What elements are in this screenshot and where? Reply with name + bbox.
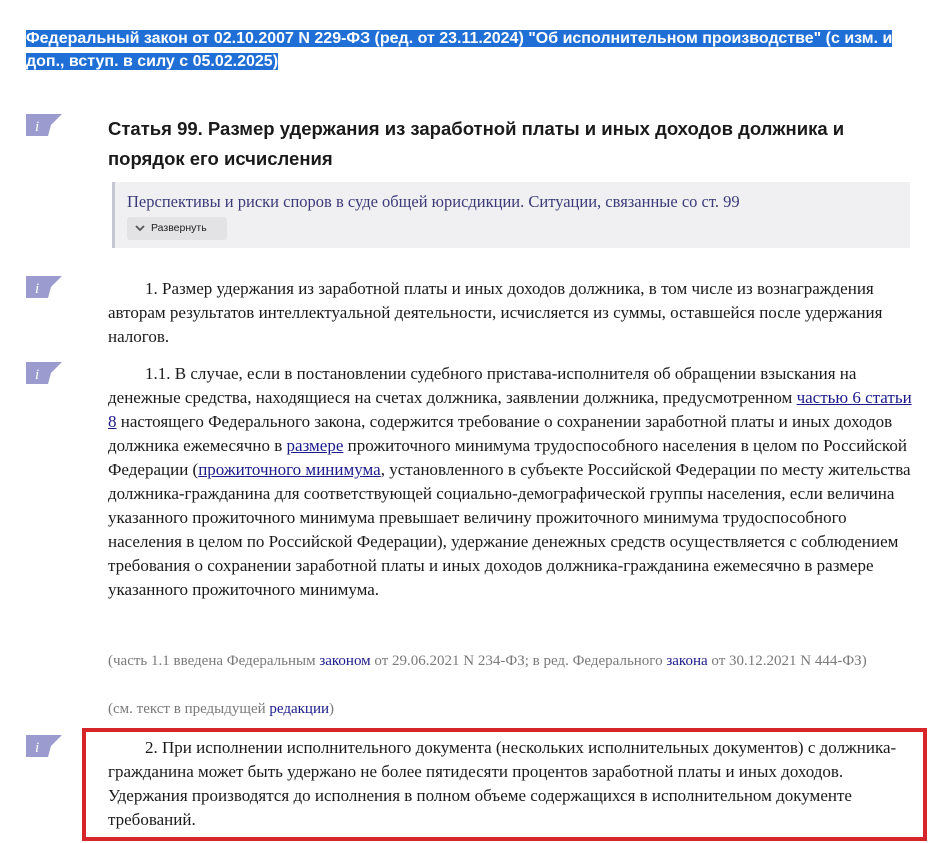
- svg-text:i: i: [35, 367, 40, 383]
- info-icon[interactable]: [26, 362, 62, 384]
- svg-text:i: i: [35, 281, 40, 297]
- info-icon[interactable]: [26, 735, 62, 757]
- link-previous-edition[interactable]: редакции: [269, 701, 330, 717]
- amendment-note-text: от 30.12.2021 N 444-ФЗ): [707, 653, 867, 669]
- info-icon[interactable]: [26, 114, 62, 136]
- link-subsistence-minimum[interactable]: прожиточного минимума: [198, 460, 381, 479]
- paragraph-1: 1. Размер удержания из заработной платы и иных доходов должника, в том числе из вознаграждения авторам результатов интеллектуальной деятельности, исчисляется из суммы, оставшейся после удержания налогов.: [108, 279, 883, 346]
- link-size[interactable]: размере: [286, 436, 344, 455]
- previous-edition-note: [108, 698, 898, 721]
- amendment-note-text: (часть 1.1 введена Федеральным: [108, 653, 320, 669]
- info-icon[interactable]: [26, 276, 62, 298]
- article-heading: Статья 99. Размер удержания из заработной платы и иных доходов должника и порядок его исчисления: [108, 118, 845, 169]
- paragraph-1-1-text: настоящего Федерального закона, содержится требование о сохранении заработной платы и иных доходов должника ежемесячно в: [108, 412, 893, 455]
- paragraph-2: 2. При исполнении исполнительного документа (нескольких исполнительных документов) с должника-гражданина может быть удержано не более пятидесяти процентов заработной платы и иных доходов. Удержания производятся до исполнения в полном объеме содержащихся в исполнительном документе требований.: [108, 738, 897, 829]
- expand-button[interactable]: [127, 217, 227, 240]
- previous-edition-text: (см. текст в предыдущей: [108, 701, 270, 717]
- svg-text:i: i: [35, 740, 40, 756]
- link-law[interactable]: законом: [319, 653, 371, 669]
- paragraph-1-1-text: 1.1. В случае, если в постановлении судебного пристава-исполнителя об обращении взыскания на денежные средства, находящиеся на счетах должника, заявлении должника, предусмотренном: [108, 364, 857, 407]
- document-title: [26, 27, 906, 73]
- previous-edition-text: ): [329, 701, 335, 717]
- svg-text:i: i: [35, 119, 40, 135]
- link-part-6-article-8[interactable]: частью 6 статьи 8: [108, 388, 912, 431]
- paragraph-1-1-text: прожиточного минимума трудоспособного населения в целом по Российской Федерации (: [108, 436, 907, 479]
- highlight-frame: [82, 728, 927, 841]
- amendment-note-text: от 29.06.2021 N 234-ФЗ; в ред. Федерального: [370, 653, 667, 669]
- chevron-down-icon: [135, 225, 145, 232]
- expand-button-label: Развернуть: [151, 222, 207, 234]
- amendment-note: [108, 650, 898, 673]
- related-materials-block: [112, 182, 910, 248]
- paragraph-1-1: [108, 362, 916, 602]
- paragraph-1-1-text: , установленного в субъекте Российской Федерации по месту жительства должника-гражданина для соответствующей социально-демографической группы населения, если величина указанного прожиточного минимума превышает величину прожиточного минимума трудоспособного населения в целом по Российской Федерации), удержание денежных средств осуществляется с соблюдением требования о сохранении заработной платы и иных доходов должника-гражданина ежемесячно в размере указанного прожиточного минимума.: [108, 460, 911, 599]
- link-law-2[interactable]: закона: [666, 653, 708, 669]
- related-materials-text[interactable]: Перспективы и риски споров в суде общей юрисдикции. Ситуации, связанные со ст. 99: [127, 192, 740, 211]
- document-title-text: Федеральный закон от 02.10.2007 N 229-ФЗ (ред. от 23.11.2024) "Об исполнительном производстве" (с изм. и доп., вступ. в силу с 05.02.2025): [26, 30, 893, 70]
